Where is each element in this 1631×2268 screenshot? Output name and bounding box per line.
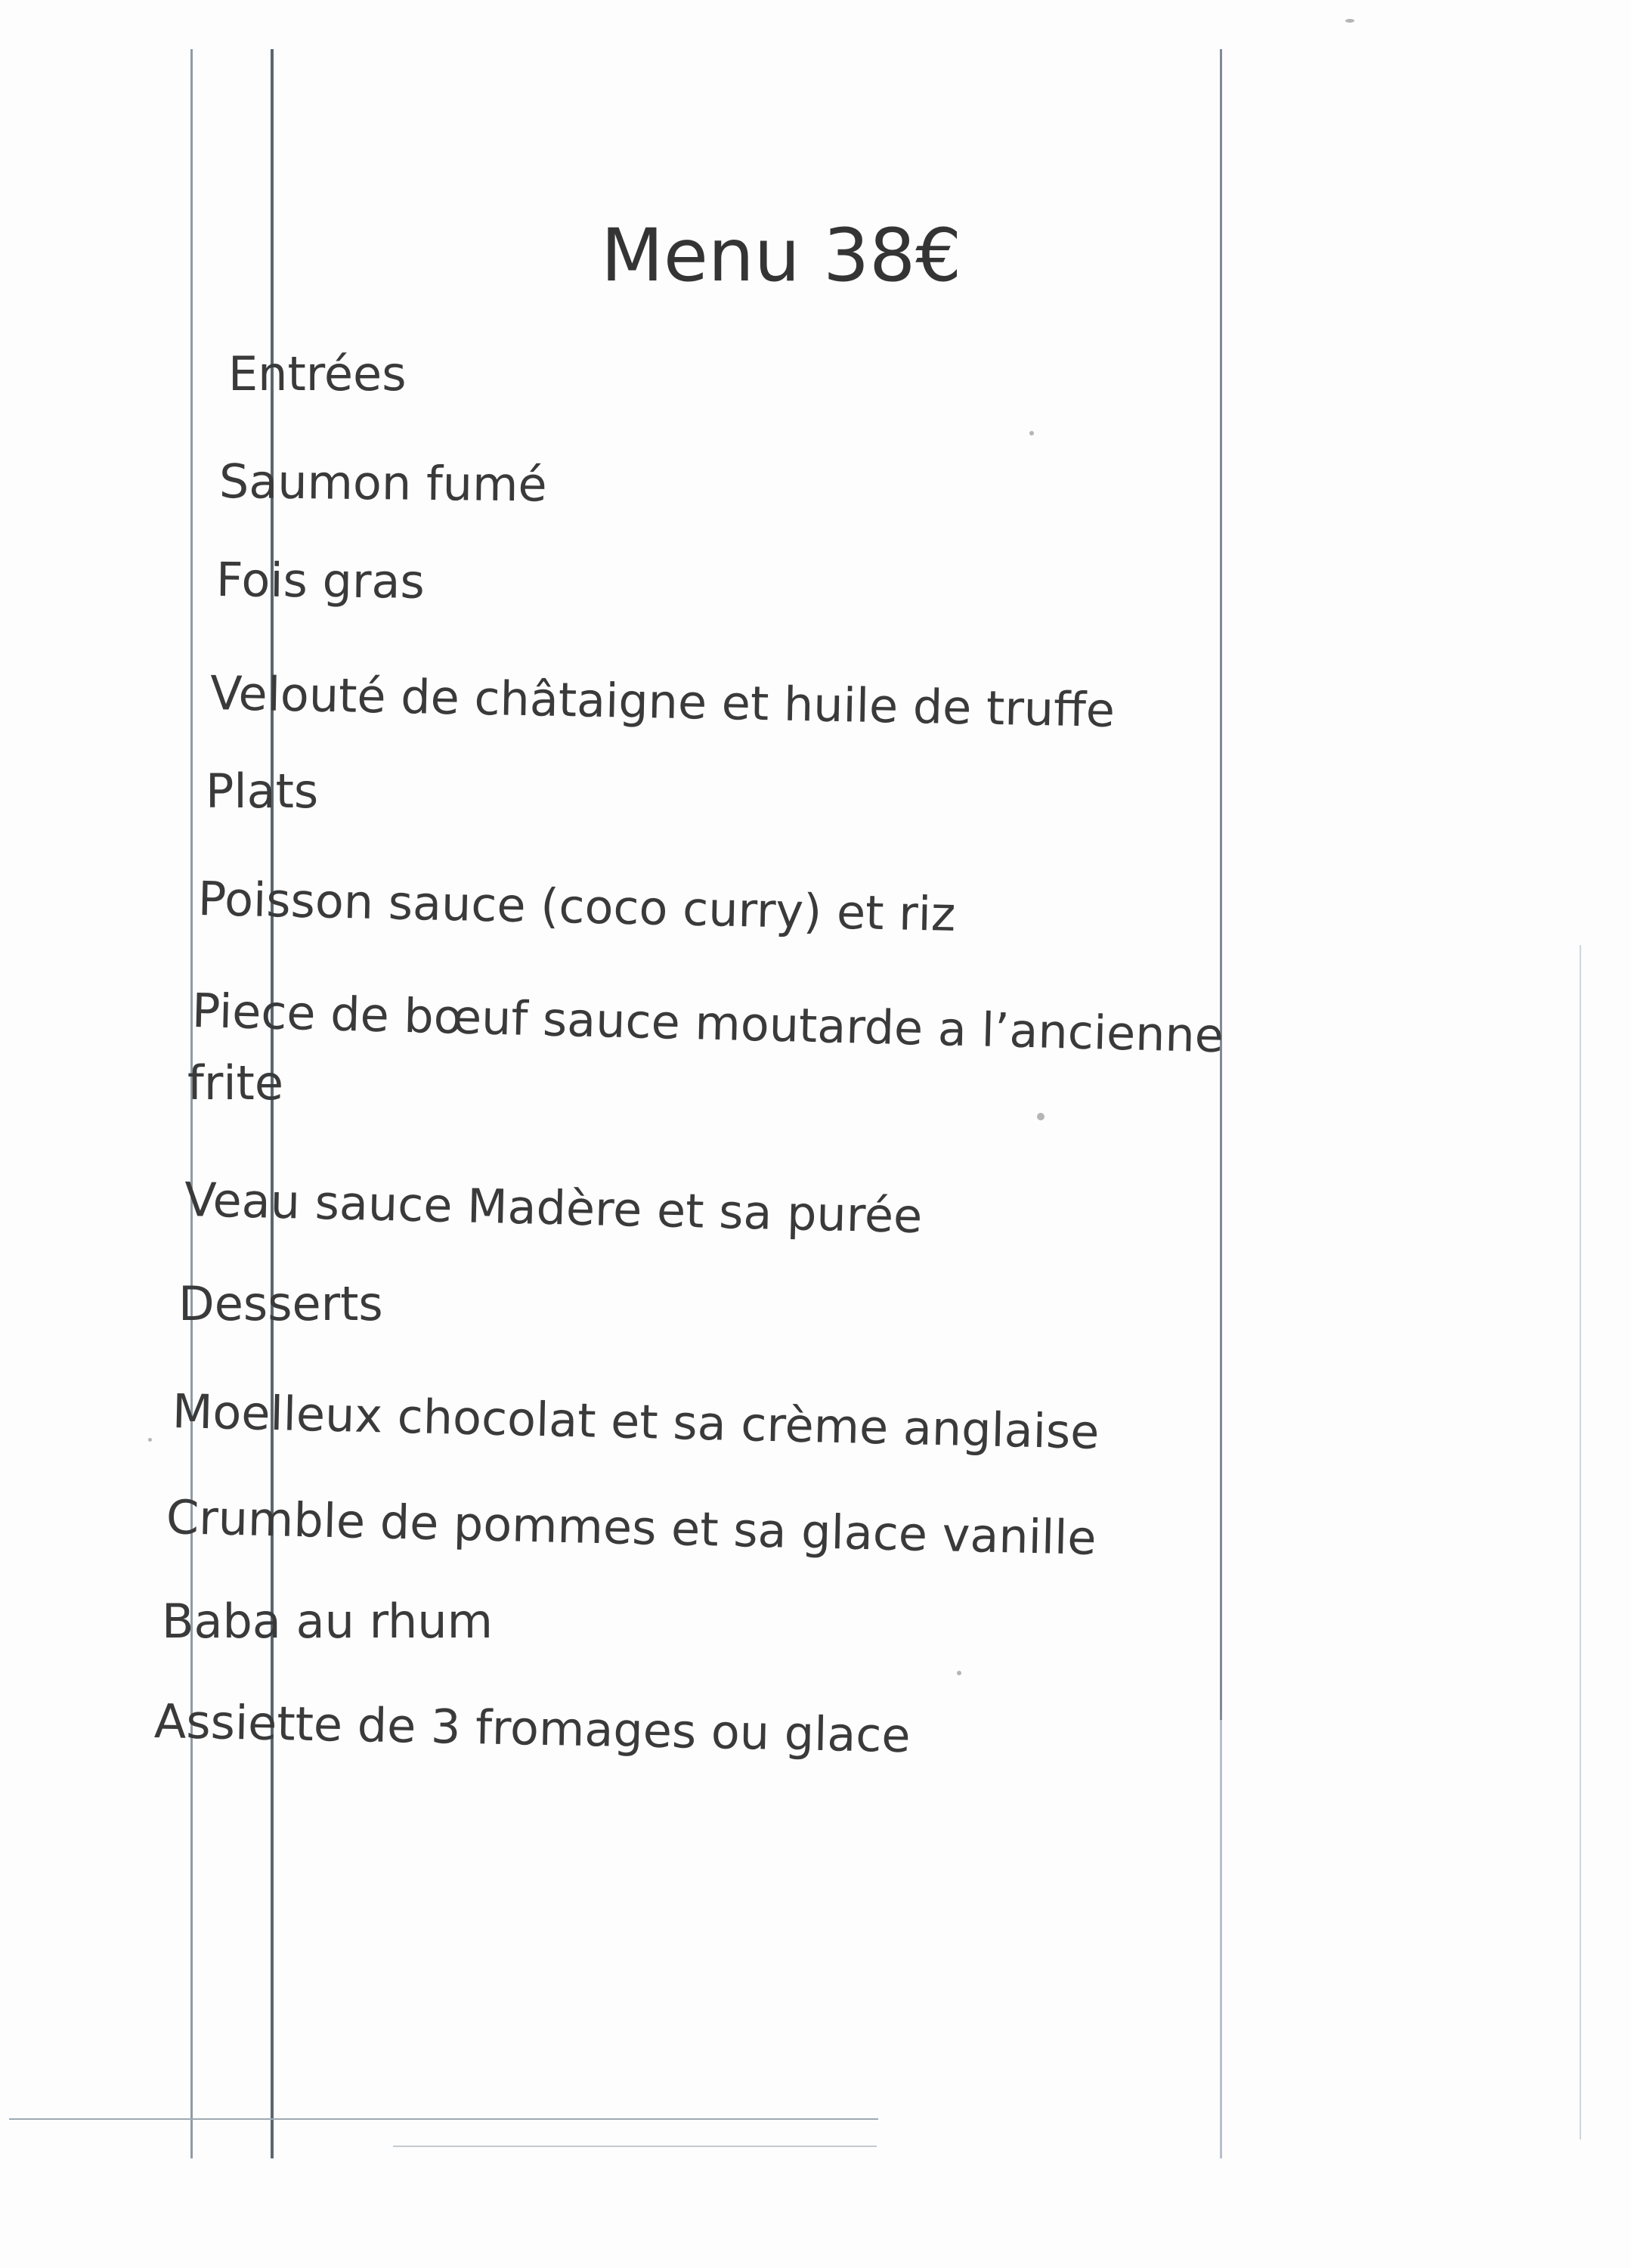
vertical-rule-edge [1580,945,1581,2139]
section-heading-plats: Plats [206,764,319,819]
menu-item: Velouté de châtaigne et huile de truffe [209,665,1116,738]
menu-item: Crumble de pommes et sa glace vanille [166,1489,1097,1566]
section-heading-desserts: Desserts [178,1276,383,1331]
menu-item: Baba au rhum [162,1594,493,1649]
menu-item: Poisson sauce (coco curry) et riz [197,871,957,942]
menu-title: Menu 38€ [601,213,962,298]
menu-item: Assiette de 3 fromages ou glace [153,1693,911,1764]
vertical-rule-right-lower [1220,1720,1222,2158]
vertical-rule-right [1220,49,1222,1720]
scan-speck [1037,1113,1045,1120]
scan-speck [1345,19,1354,23]
menu-item: Saumon fumé [218,454,547,513]
menu-item: frite [187,1055,283,1111]
scan-speck [957,1671,961,1675]
scan-speck [1029,431,1034,435]
menu-item: Moelleux chocolat et sa crème anglaise [172,1383,1100,1460]
menu-item: Fois gras [215,552,426,609]
horizontal-rule-bottom [9,2118,878,2120]
menu-item: Veau sauce Madère et sa purée [184,1172,924,1244]
horizontal-rule-bottom-faint [393,2146,877,2147]
menu-item: Piece de bœuf sauce moutarde a l’ancienne [191,983,1224,1064]
section-heading-entrees: Entrées [228,346,407,401]
scan-speck [148,1438,152,1442]
